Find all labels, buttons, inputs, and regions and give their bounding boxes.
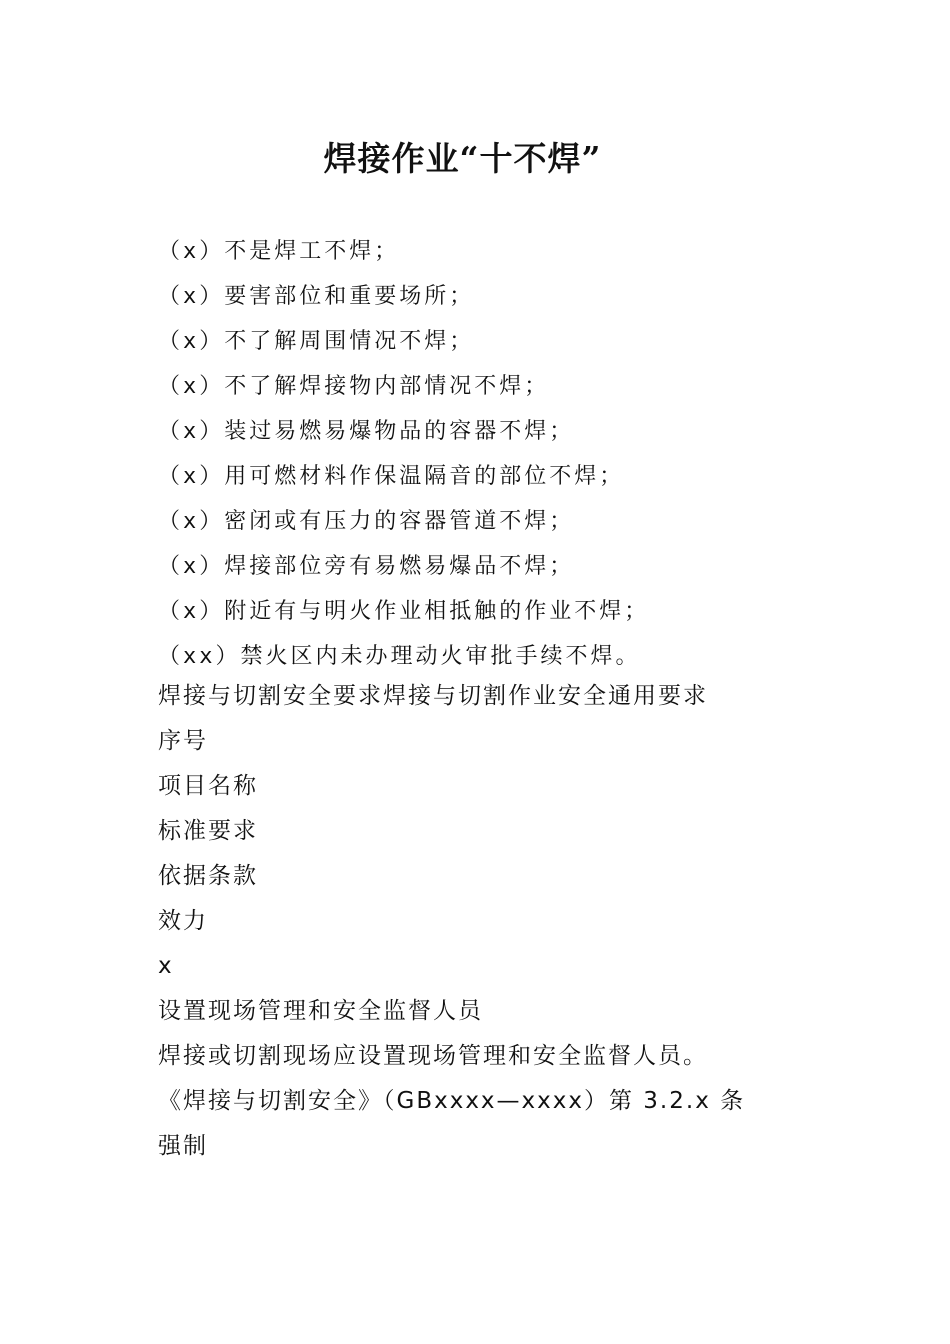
rule-item: （x）不了解周围情况不焊； bbox=[158, 329, 475, 354]
rule-item: （x）不是焊工不焊； bbox=[158, 239, 400, 264]
header-basis: 依据条款 bbox=[158, 863, 258, 889]
rule-item: （x）附近有与明火作业相抵触的作业不焊； bbox=[158, 599, 650, 624]
document-title: 焊接作业“十不焊” bbox=[323, 139, 602, 178]
row-basis: 《焊接与切割安全》（GBxxxx—xxxx）第 3.2.x 条 bbox=[158, 1088, 746, 1114]
section-heading: 焊接与切割安全要求焊接与切割作业安全通用要求 bbox=[158, 683, 708, 709]
header-item-name: 项目名称 bbox=[158, 773, 258, 799]
welding-rules-list bbox=[158, 229, 649, 679]
header-standard: 标准要求 bbox=[158, 818, 258, 844]
row-index: x bbox=[158, 953, 174, 979]
rule-item: （xx）禁火区内未办理动火审批手续不焊。 bbox=[158, 644, 641, 669]
rule-item: （x）用可燃材料作保温隔音的部位不焊； bbox=[158, 464, 625, 489]
rule-item: （x）装过易燃易爆物品的容器不焊； bbox=[158, 419, 575, 444]
row-effect: 强制 bbox=[158, 1133, 208, 1159]
rule-item: （x）密闭或有压力的容器管道不焊； bbox=[158, 509, 575, 534]
requirements-section bbox=[158, 674, 745, 1169]
rule-item: （x）不了解焊接物内部情况不焊； bbox=[158, 374, 550, 399]
header-index: 序号 bbox=[158, 728, 208, 754]
row-item-name: 设置现场管理和安全监督人员 bbox=[158, 998, 483, 1024]
header-effect: 效力 bbox=[158, 908, 208, 934]
rule-item: （x）要害部位和重要场所； bbox=[158, 284, 475, 309]
rule-item: （x）焊接部位旁有易燃易爆品不焊； bbox=[158, 554, 575, 579]
row-standard: 焊接或切割现场应设置现场管理和安全监督人员。 bbox=[158, 1043, 708, 1069]
